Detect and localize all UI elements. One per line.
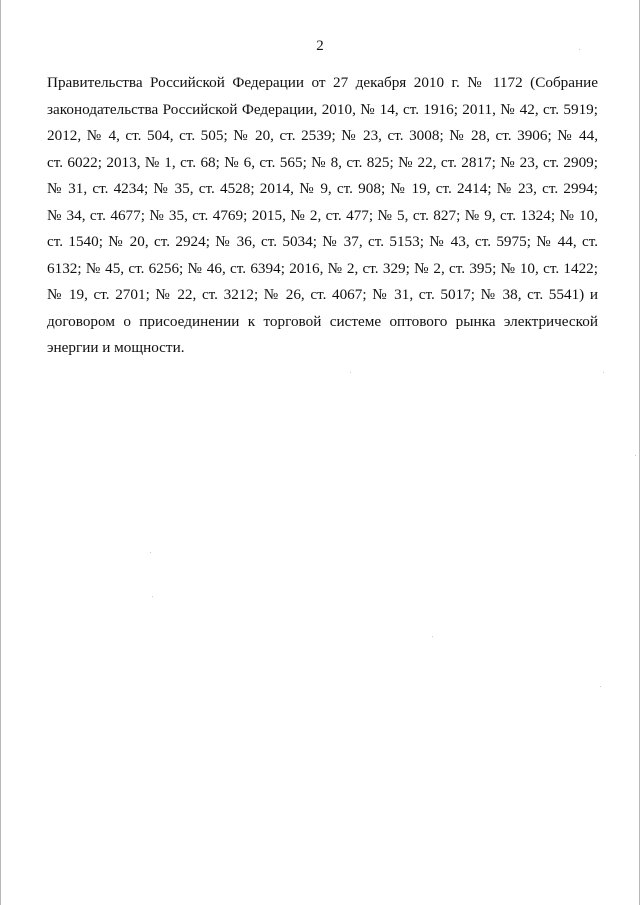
scan-speck [579, 49, 580, 50]
scan-speck [635, 455, 636, 456]
text-line: договором о присоединении к торговой системе оптового рынка электрической [47, 312, 598, 330]
scan-speck [152, 596, 153, 597]
text-line: ст. 6022; 2013, № 1, ст. 68; № 6, ст. 565; № 8, ст. 825; № 22, ст. 2817; № 23, ст. 2909; [47, 153, 598, 171]
text-line: законодательства Российской Федерации, 2010, № 14, ст. 1916; 2011, № 42, ст. 5919; [47, 100, 598, 118]
text-line: ст. 1540; № 20, ст. 2924; № 36, ст. 5034; № 37, ст. 5153; № 43, ст. 5975; № 44, ст. [47, 233, 598, 250]
page-left-edge [0, 0, 1, 905]
scan-speck [603, 372, 604, 373]
scan-speck [350, 372, 351, 373]
text-line: № 19, ст. 2701; № 22, ст. 3212; № 26, ст. 4067; № 31, ст. 5017; № 38, ст. 5541) и [47, 286, 598, 303]
scan-speck [150, 552, 151, 553]
page-number: 2 [316, 38, 324, 54]
body-paragraph [47, 70, 598, 362]
text-line: 6132; № 45, ст. 6256; № 46, ст. 6394; 2016, № 2, ст. 329; № 2, ст. 395; № 10, ст. 1422; [47, 259, 598, 277]
scan-speck [600, 686, 601, 687]
text-line: 2012, № 4, ст. 504, ст. 505; № 20, ст. 2539; № 23, ст. 3008; № 28, ст. 3906; № 44, [47, 127, 598, 144]
scan-speck [432, 636, 433, 637]
text-line: № 34, ст. 4677; № 35, ст. 4769; 2015, № 2, ст. 477; № 5, ст. 827; № 9, ст. 1324; № 10, [47, 206, 598, 224]
text-line: Правительства Российской Федерации от 27 декабря 2010 г. № 1172 (Собрание [47, 74, 598, 91]
text-line: № 31, ст. 4234; № 35, ст. 4528; 2014, № 9, ст. 908; № 19, ст. 2414; № 23, ст. 2994; [47, 180, 598, 197]
text-line: энергии и мощности. [47, 339, 185, 356]
